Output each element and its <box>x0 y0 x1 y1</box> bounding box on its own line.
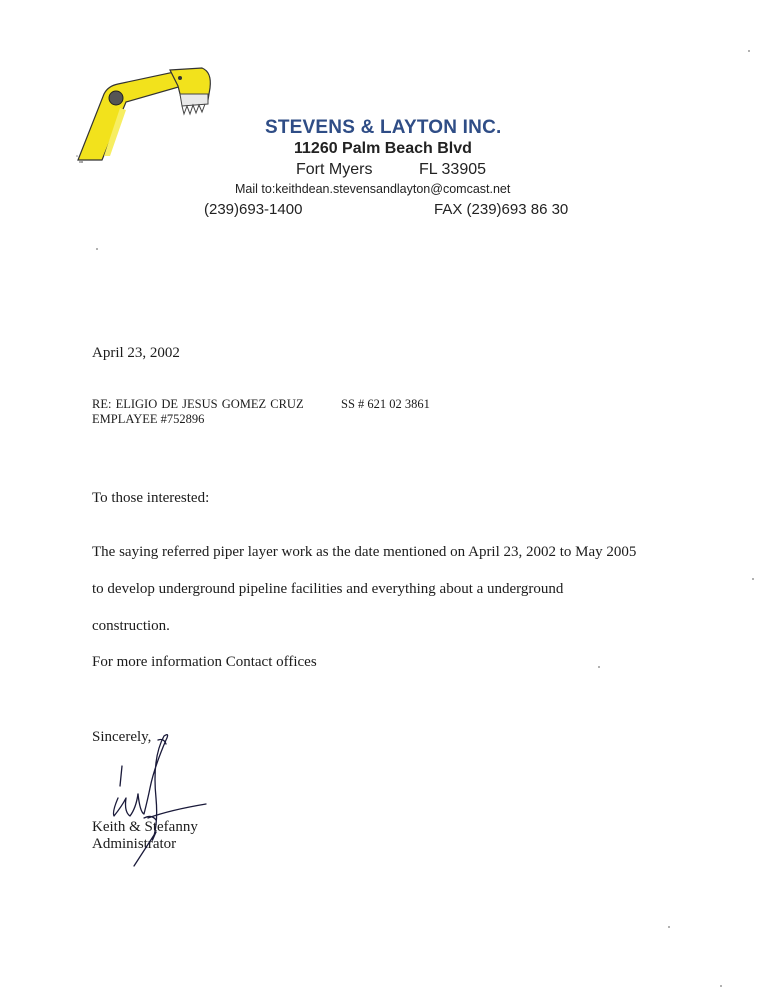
scan-speck <box>748 50 750 52</box>
scan-speck <box>752 578 754 580</box>
excavator-arm-icon <box>74 64 224 164</box>
scan-speck <box>96 248 98 250</box>
company-phone: (239)693-1400 <box>204 201 303 218</box>
signer-title: Administrator <box>92 836 177 852</box>
company-name: STEVENS & LAYTON INC. <box>265 117 502 138</box>
scan-speck <box>668 926 670 928</box>
reference-employee-number: EMPLAYEE #752896 <box>92 412 205 426</box>
reference-ss-number: SS # 621 02 3861 <box>341 397 430 411</box>
company-street: 11260 Palm Beach Blvd <box>294 140 472 157</box>
reference-name: RE: ELIGIO DE JESUS GOMEZ CRUZ <box>92 397 304 411</box>
body-line: construction. <box>92 618 170 634</box>
company-email: Mail to:keithdean.stevensandlayton@comcast.net <box>235 182 511 196</box>
body-line: to develop underground pipeline facilities and everything about a underground <box>92 581 564 597</box>
scan-speck <box>720 985 722 987</box>
closing: Sincerely, <box>92 729 152 745</box>
body-line: The saying referred piper layer work as the date mentioned on April 23, 2002 to May 2005 <box>92 544 637 560</box>
scan-speck <box>598 666 600 668</box>
signer-name: Keith & Stefanny <box>92 819 198 835</box>
contact-note: For more information Contact offices <box>92 654 317 670</box>
letter-date: April 23, 2002 <box>92 345 180 361</box>
handwritten-signature-icon <box>96 728 216 868</box>
company-state-zip: FL 33905 <box>419 161 487 178</box>
company-fax: FAX (239)693 86 30 <box>434 201 569 218</box>
company-city: Fort Myers <box>296 161 373 178</box>
salutation: To those interested: <box>92 490 210 506</box>
scan-speck <box>79 161 81 163</box>
